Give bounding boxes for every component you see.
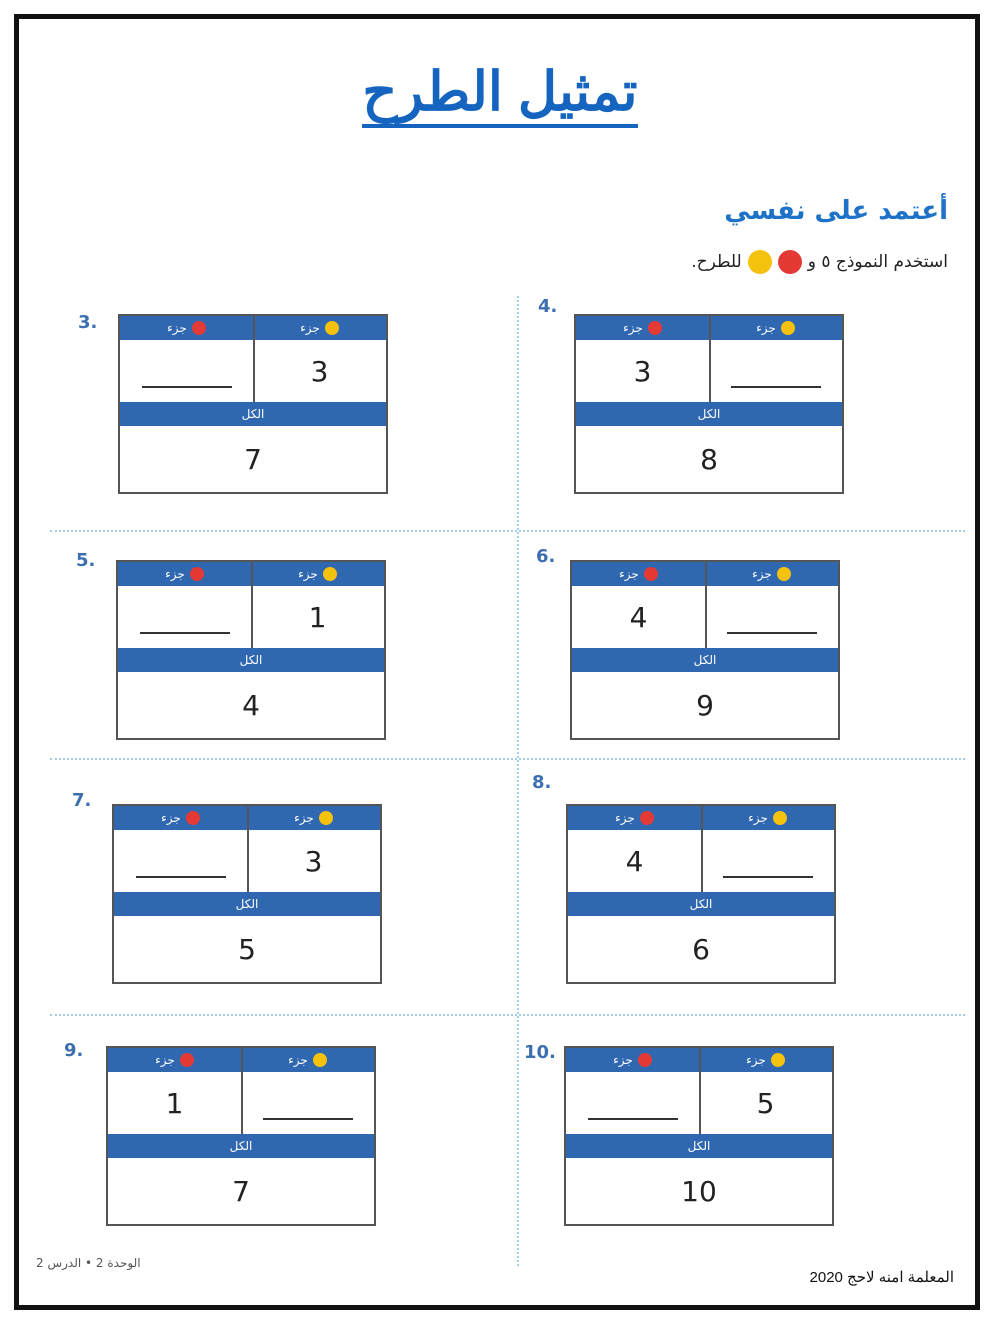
whole-label: الكل [687, 1139, 711, 1153]
whole-header-bar [572, 648, 838, 672]
part-whole-model [566, 804, 836, 984]
yellow-part-cell[interactable] [241, 1072, 374, 1134]
part-whole-model [564, 1046, 834, 1226]
red-counter-icon [186, 811, 200, 825]
problem-number: 5. [76, 550, 96, 571]
answer-blank[interactable] [588, 1118, 678, 1120]
row-divider [50, 530, 965, 532]
yellow-part-header [247, 806, 380, 830]
red-part-cell: 4 [629, 600, 648, 634]
part-label: جزء [165, 567, 185, 581]
yellow-part-header [699, 1048, 832, 1072]
yellow-part-cell: 3 [304, 844, 323, 878]
problem-number: 9. [64, 1040, 84, 1061]
part-label: جزء [615, 811, 635, 825]
red-counter-icon [640, 811, 654, 825]
red-counter-icon [648, 321, 662, 335]
whole-header-bar [120, 402, 386, 426]
part-label: جزء [167, 321, 187, 335]
whole-header-bar [576, 402, 842, 426]
whole-cell: 8 [700, 442, 718, 476]
yellow-counter-icon [771, 1053, 785, 1067]
part-label: جزء [161, 811, 181, 825]
yellow-part-cell[interactable] [709, 340, 842, 402]
yellow-part-header [709, 316, 842, 340]
column-divider [517, 296, 519, 1266]
part-whole-model [574, 314, 844, 494]
red-part-header [576, 316, 709, 340]
yellow-part-header [701, 806, 834, 830]
row-divider [50, 758, 965, 760]
red-counter-icon [644, 567, 658, 581]
answer-blank[interactable] [727, 632, 817, 634]
yellow-part-header [705, 562, 838, 586]
whole-header-bar [114, 892, 380, 916]
red-part-header [108, 1048, 241, 1072]
yellow-counter-icon [773, 811, 787, 825]
row-divider [50, 1014, 965, 1016]
red-part-cell[interactable] [118, 586, 251, 648]
part-whole-model [570, 560, 840, 740]
problem-number: 10. [524, 1042, 556, 1063]
yellow-part-cell: 5 [756, 1086, 775, 1120]
section-heading: أعتمد على نفسي [724, 196, 948, 226]
part-label: جزء [752, 567, 772, 581]
yellow-counter-icon [313, 1053, 327, 1067]
yellow-part-header [241, 1048, 374, 1072]
whole-header-bar [566, 1134, 832, 1158]
red-part-cell[interactable] [114, 830, 247, 892]
part-whole-model [106, 1046, 376, 1226]
red-part-cell: 3 [633, 354, 652, 388]
whole-cell: 6 [692, 932, 710, 966]
red-part-header [114, 806, 247, 830]
whole-label: الكل [229, 1139, 253, 1153]
part-label: جزء [298, 567, 318, 581]
yellow-counter-icon [781, 321, 795, 335]
whole-label: الكل [697, 407, 721, 421]
instructions [691, 250, 948, 274]
part-whole-model [112, 804, 382, 984]
whole-cell: 9 [696, 688, 714, 722]
part-label: جزء [155, 1053, 175, 1067]
answer-blank[interactable] [136, 876, 226, 878]
whole-cell: 7 [244, 442, 262, 476]
red-counter-icon [190, 567, 204, 581]
part-label: جزء [746, 1053, 766, 1067]
red-part-cell[interactable] [120, 340, 253, 402]
answer-blank[interactable] [142, 386, 232, 388]
red-counter-icon [180, 1053, 194, 1067]
yellow-counter-icon [319, 811, 333, 825]
yellow-counter-icon [748, 250, 772, 274]
yellow-part-cell[interactable] [705, 586, 838, 648]
problem-number: 8. [532, 772, 552, 793]
lesson-footer: الوحدة 2 • الدرس 2 [36, 1256, 141, 1270]
whole-cell: 10 [681, 1174, 717, 1208]
answer-blank[interactable] [731, 386, 821, 388]
part-label: جزء [619, 567, 639, 581]
whole-label: الكل [693, 653, 717, 667]
part-whole-model [118, 314, 388, 494]
red-part-header [118, 562, 251, 586]
red-part-header [120, 316, 253, 340]
red-counter-icon [192, 321, 206, 335]
whole-header-bar [568, 892, 834, 916]
teacher-credit: المعلمة امنه لاحج 2020 [809, 1269, 954, 1286]
whole-header-bar [118, 648, 384, 672]
yellow-part-cell: 1 [308, 600, 327, 634]
yellow-counter-icon [777, 567, 791, 581]
part-label: جزء [623, 321, 643, 335]
whole-label: الكل [689, 897, 713, 911]
part-label: جزء [288, 1053, 308, 1067]
red-part-cell: 1 [165, 1086, 184, 1120]
yellow-counter-icon [325, 321, 339, 335]
whole-cell: 5 [238, 932, 256, 966]
whole-header-bar [108, 1134, 374, 1158]
problem-number: 3. [78, 312, 98, 333]
red-part-header [572, 562, 705, 586]
red-part-cell: 4 [625, 844, 644, 878]
problem-number: 6. [536, 546, 556, 567]
problem-number: 4. [538, 296, 558, 317]
page-title: تمثيل الطرح [0, 60, 1000, 123]
part-label: جزء [748, 811, 768, 825]
red-part-header [568, 806, 701, 830]
red-part-cell[interactable] [566, 1072, 699, 1134]
red-part-header [566, 1048, 699, 1072]
yellow-part-cell: 3 [310, 354, 329, 388]
red-counter-icon [638, 1053, 652, 1067]
red-counter-icon [778, 250, 802, 274]
yellow-part-cell[interactable] [701, 830, 834, 892]
answer-blank[interactable] [263, 1118, 353, 1120]
whole-cell: 7 [232, 1174, 250, 1208]
answer-blank[interactable] [723, 876, 813, 878]
yellow-part-header [251, 562, 384, 586]
whole-label: الكل [241, 407, 265, 421]
instruction-text-after: للطرح. [691, 252, 742, 272]
yellow-part-header [253, 316, 386, 340]
yellow-counter-icon [323, 567, 337, 581]
whole-label: الكل [239, 653, 263, 667]
whole-cell: 4 [242, 688, 260, 722]
part-label: جزء [300, 321, 320, 335]
answer-blank[interactable] [140, 632, 230, 634]
problem-number: 7. [72, 790, 92, 811]
part-whole-model [116, 560, 386, 740]
part-label: جزء [294, 811, 314, 825]
instruction-text-before: استخدم النموذج ٥ و [807, 252, 948, 272]
part-label: جزء [613, 1053, 633, 1067]
whole-label: الكل [235, 897, 259, 911]
part-label: جزء [756, 321, 776, 335]
